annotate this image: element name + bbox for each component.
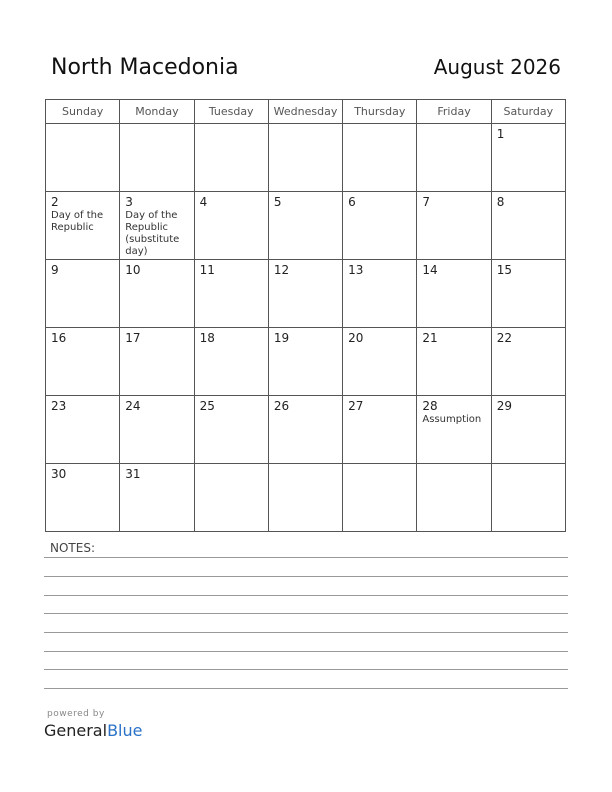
day-number: 3 [125,195,133,209]
day-cell [194,464,268,532]
brand-blue: Blue [107,721,143,740]
brand-general: General [44,721,108,740]
day-number: 31 [125,467,141,481]
powered-by-text: powered by [47,709,105,719]
day-cell [268,396,342,464]
day-cell [491,260,565,328]
day-cell [417,260,491,328]
day-cell [417,192,491,260]
day-cell [46,396,120,464]
day-number: 12 [273,263,290,277]
month-title: August 2026 [433,55,561,79]
day-number: 17 [125,331,141,345]
day-number: 20 [348,331,364,345]
day-number: 30 [51,467,67,481]
day-number: 5 [273,195,282,209]
day-cell [343,124,417,192]
day-number: 14 [422,263,438,277]
weekday-wednesday: Wednesday [268,100,342,124]
week-row [46,464,566,532]
day-cell [491,396,565,464]
notes-line [44,669,568,670]
day-number: 6 [348,195,356,209]
day-number: 24 [125,399,141,413]
day-cell [194,396,268,464]
week-row [46,396,566,464]
notes-label: NOTES: [50,541,95,555]
day-cell [343,192,417,260]
day-cell [194,192,268,260]
weekday-thursday: Thursday [343,100,417,124]
day-number: 9 [51,263,59,277]
day-number: 15 [496,263,512,277]
day-cell [46,328,120,396]
day-number: 21 [422,331,438,345]
week-row [46,260,566,328]
notes-line [44,576,568,577]
day-cell [343,396,417,464]
notes-line [44,595,568,596]
day-cell [343,260,417,328]
day-number: 26 [273,399,290,413]
day-cell [194,260,268,328]
day-number: 16 [51,331,67,345]
day-number: 25 [199,399,215,413]
day-cell [268,464,342,532]
day-cell [417,124,491,192]
weekday-monday: Monday [120,100,194,124]
notes-line [44,688,568,689]
day-number: 22 [496,331,512,345]
day-number: 4 [199,195,208,209]
day-cell [268,124,342,192]
day-number: 13 [348,263,364,277]
day-cell [120,260,194,328]
day-cell [46,192,120,260]
day-number: 29 [496,399,512,413]
week-row [46,328,566,396]
day-number: 2 [51,195,59,209]
notes-line [44,557,568,558]
weekday-tuesday: Tuesday [194,100,268,124]
day-cell [120,328,194,396]
day-cell [268,328,342,396]
day-cell [194,124,268,192]
day-cell [417,328,491,396]
notes-line [44,613,568,614]
day-cell [491,464,565,532]
day-number: 8 [496,195,505,209]
day-cell [46,260,120,328]
day-cell [194,328,268,396]
day-cell [46,124,120,192]
holiday-label: Day of the Republic [51,210,104,233]
day-number: 23 [51,399,67,413]
day-cell [491,124,565,192]
weekday-sunday: Sunday [46,100,120,124]
weekday-header-row [46,100,566,124]
weekday-saturday: Saturday [491,100,565,124]
day-cell [268,260,342,328]
brand-logo [44,721,142,740]
day-cell [120,464,194,532]
day-cell [120,192,194,260]
day-cell [417,464,491,532]
country-title: North Macedonia [51,55,239,80]
holiday-label: Day of the Republic (substitute day) [125,210,180,257]
week-row [46,124,566,192]
day-cell [343,464,417,532]
day-number: 1 [496,127,505,141]
notes-line [44,651,568,652]
day-cell [343,328,417,396]
notes-line [44,632,568,633]
weekday-friday: Friday [417,100,491,124]
day-cell [417,396,491,464]
holiday-label: Assumption [422,414,482,425]
day-cell [491,192,565,260]
day-number: 11 [199,263,215,277]
day-cell [120,124,194,192]
day-cell [46,464,120,532]
day-number: 27 [348,399,364,413]
day-number: 7 [422,195,431,209]
day-number: 18 [199,331,215,345]
day-number: 10 [125,263,141,277]
day-cell [491,328,565,396]
day-cell [120,396,194,464]
week-row [46,192,566,260]
calendar-grid [45,99,566,532]
day-number: 28 [422,399,438,413]
day-number: 19 [273,331,290,345]
day-cell [268,192,342,260]
